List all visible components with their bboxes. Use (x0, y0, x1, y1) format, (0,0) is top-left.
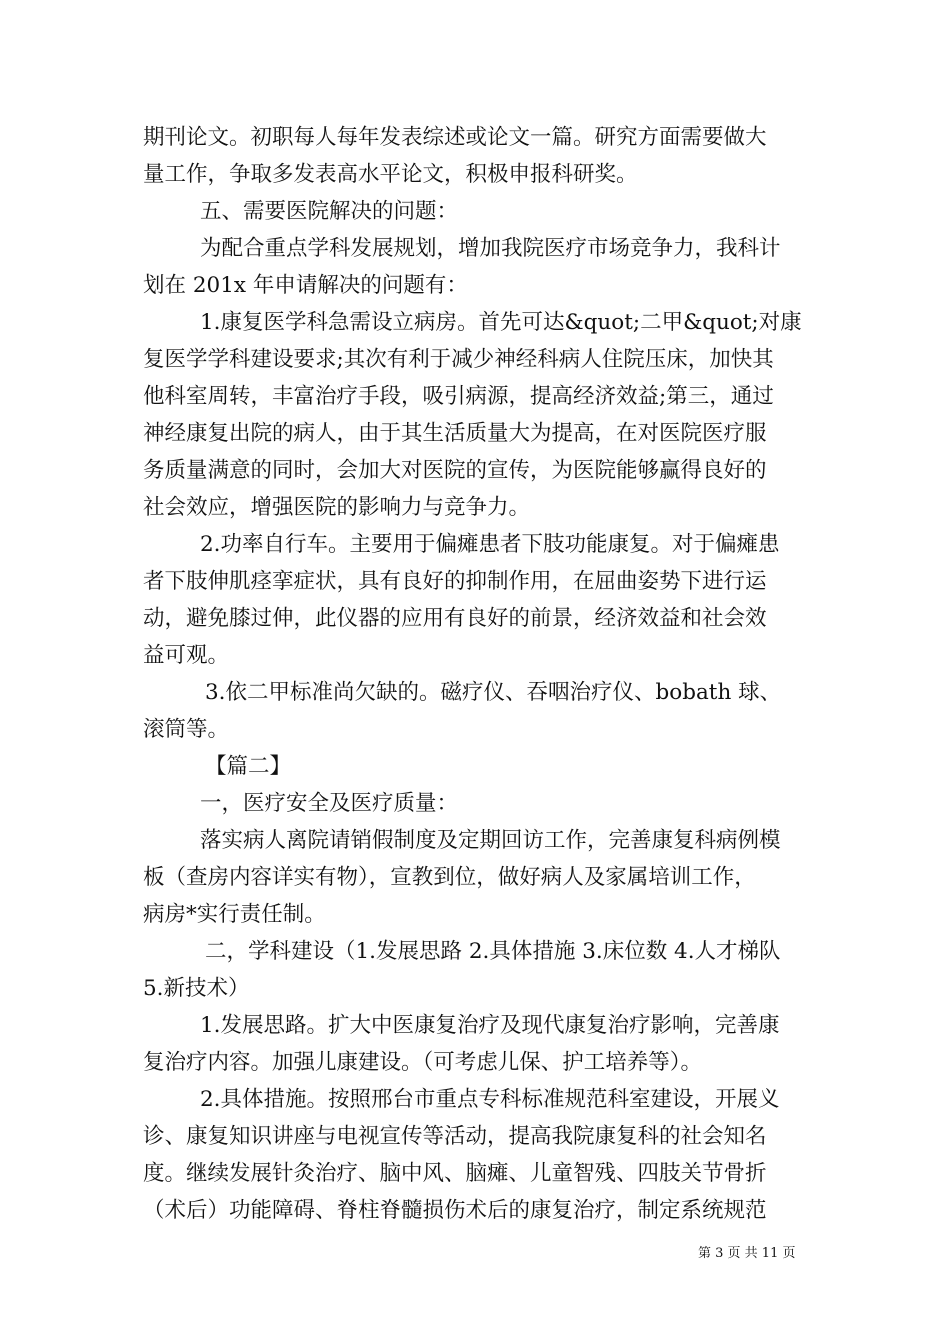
text-line: 划在 201x 年申请解决的问题有： (143, 273, 468, 298)
section-heading: 五、需要医院解决的问题： (200, 199, 459, 224)
text-line: 诊、康复知识讲座与电视宣传等活动，提高我院康复科的社会知名 (143, 1124, 767, 1149)
text-line: 为配合重点学科发展规划，增加我院医疗市场竞争力，我科计 (200, 236, 781, 261)
text-line: 滚筒等。 (143, 717, 230, 742)
text-line: 务质量满意的同时，会加大对医院的宣传，为医院能够赢得良好的 (143, 458, 767, 483)
text-line: 3.依二甲标准尚欠缺的。磁疗仪、吞咽治疗仪、bobath 球、 (205, 680, 782, 705)
text-line: （术后）功能障碍、脊柱脊髓损伤术后的康复治疗，制定系统规范 (143, 1198, 767, 1223)
text-line: 病房*实行责任制。 (143, 902, 326, 927)
text-line: 社会效应，增强医院的影响力与竞争力。 (143, 495, 531, 520)
text-line: 神经康复出院的病人，由于其生活质量大为提高，在对医院医疗服 (143, 421, 767, 446)
text-line: 落实病人离院请销假制度及定期回访工作，完善康复科病例模 (200, 828, 781, 853)
text-line: 2.功率自行车。主要用于偏瘫患者下肢功能康复。对于偏瘫患 (200, 532, 780, 557)
text-line: 益可观。 (143, 643, 230, 668)
text-line: 者下肢伸肌痉挛症状，具有良好的抑制作用，在屈曲姿势下进行运 (143, 569, 767, 594)
text-line: 板（查房内容详实有物），宣教到位，做好病人及家属培训工作， (143, 865, 756, 890)
page-number: 第 3 页 共 11 页 (698, 1246, 796, 1261)
text-line: 2.具体措施。按照邢台市重点专科标准规范科室建设，开展义 (200, 1087, 780, 1112)
text-line: 动，避免膝过伸，此仪器的应用有良好的前景，经济效益和社会效 (143, 606, 767, 631)
text-line: 期刊论文。初职每人每年发表综述或论文一篇。研究方面需要做大 (143, 125, 767, 150)
text-line: 5.新技术） (143, 976, 250, 1001)
text-line: 1.康复医学科急需设立病房。首先可达&quot;二甲&quot;对康 (200, 310, 802, 335)
section-heading: 一，医疗安全及医疗质量： (200, 791, 459, 816)
text-line: 度。继续发展针灸治疗、脑中风、脑瘫、儿童智残、四肢关节骨折 (143, 1161, 767, 1186)
section-heading: 【篇二】 (205, 754, 292, 779)
text-line: 复治疗内容。加强儿康建设。（可考虑儿保、护工培养等）。 (143, 1050, 703, 1075)
text-line: 他科室周转，丰富治疗手段，吸引病源，提高经济效益;第三，通过 (143, 384, 774, 409)
section-heading: 二，学科建设（1.发展思路 2.具体措施 3.床位数 4.人才梯队 (205, 939, 781, 964)
text-line: 量工作，争取多发表高水平论文，积极申报科研奖。 (143, 162, 638, 187)
text-line: 1.发展思路。扩大中医康复治疗及现代康复治疗影响，完善康 (200, 1013, 780, 1038)
text-line: 复医学学科建设要求;其次有利于减少神经科病人住院压床，加快其 (143, 347, 774, 372)
